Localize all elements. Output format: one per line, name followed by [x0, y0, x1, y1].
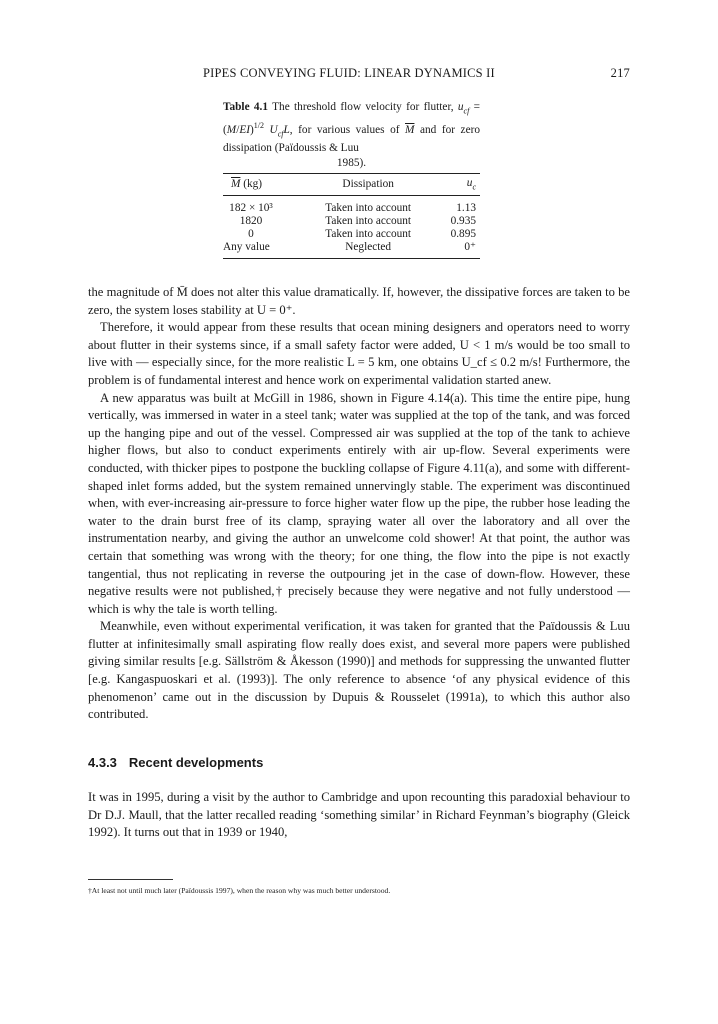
- cell-dissipation: Taken into account: [325, 202, 412, 215]
- footnote: †At least not until much later (Païdoussis 1997), when the reason why was much better understood.: [88, 886, 391, 895]
- body-text: [88, 284, 630, 724]
- cell-dissipation: Taken into account: [325, 228, 412, 241]
- cell-uc: 0.935: [450, 215, 476, 228]
- cell-m: 0: [248, 228, 254, 241]
- caption-text-1: The threshold flow velocity for flutter,: [272, 101, 458, 113]
- table-row: [223, 196, 480, 216]
- page-number: 217: [610, 66, 630, 80]
- cell-uc: 0.895: [450, 228, 476, 241]
- paragraph-3: A new apparatus was built at McGill in 1986, shown in Figure 4.14(a). This time the entire pipe, hung vertically, was immersed in water in a steel tank; water was supplied at the top of the tank, and was forced up the hanging pipe and out of the vessel. Compressed air was supplied at the top of the tank to achieve higher flows, but also to conduct experiments entirely with air up-flow. Several experiments were conducted, with thicker pipes to postpone the buckling collapse of Figure 4.11(a), and some with different-shaped inlet forms added, but the system remained unnervingly stable. The experiment was discontinued when, with ever-increasing air-pressure to force higher water flow up the pipe, the rubber hose leading the water to the drain burst free of its clamp, spraying water all over the laboratory and all over the instrumentation nearby, and giving the author an unwelcome cold shower! At that point, the author was certain that something was wrong with the theory; for one thing, the flow into the pipe is not exactly tangential, thus not replicating in reverse the outpouring jet in the case of down-flow. However, these negative results were not published,† precisely because they were negative and not fully understood — which is why the tale is worth telling.: [88, 390, 630, 616]
- paragraph-1: the magnitude of M̄ does not alter this value dramatically. If, however, the dissipative forces are taken to be zero, the system loses stability at U = 0⁺.: [88, 285, 630, 317]
- cell-dissipation: Taken into account: [325, 215, 412, 228]
- table-caption: Table 4.1 The threshold flow velocity for flutter, $u_{cf} = (M/EI)^{1/2}$ $U_{cf}L$, for various values of $\overline{M}$ and for zero dissipation (Païdoussis & Luu 1985).: [223, 101, 481, 170]
- section-title: Recent developments: [128, 755, 264, 770]
- cell-uc: 0⁺: [433, 241, 480, 259]
- footnote-rule: [88, 879, 173, 880]
- cell-m: 1820: [239, 215, 263, 228]
- paragraph-4: Meanwhile, even without experimental verification, it was taken for granted that the Païdoussis & Luu flutter at infinitesimally small aspirating flow really does exist, and several more papers were published giving similar results [e.g. Sällström & Åkesson (1990)] and methods for suppressing the unwanted flutter [e.g. Kangaspuoskari et al. (1993)]. The only reference to absence ‘of any physical evidence of this phenomenon’ came out in the discussion by Dupuis & Rousselet (1991a), to which this author also contributed.: [88, 619, 630, 722]
- caption-text-2: for various values of: [292, 124, 406, 137]
- table-row: [223, 215, 480, 228]
- col-header-uc: $u_c$: [433, 174, 480, 196]
- cell-uc: 1.13: [456, 202, 476, 215]
- running-title: PIPES CONVEYING FLUID: LINEAR DYNAMICS II: [203, 66, 495, 80]
- col-header-dissipation: Dissipation: [304, 174, 433, 196]
- table-row: [223, 228, 480, 241]
- paragraph-2: Therefore, it would appear from these results that ocean mining designers and operators need to worry about flutter in their systems since, if a small safety factor were added, U < 1 m/s would be too small to live with — especially since, for the more realistic L = 5 km, one obtains U_cf ≤ 0.2 m/s! Furthermore, the problem is of fundamental interest and hence work on experimental validation started anew.: [88, 320, 630, 387]
- cell-m: Any value: [223, 241, 304, 259]
- table-4-1: [223, 100, 481, 254]
- cell-m: 182 × 10³: [229, 202, 273, 215]
- col-header-m: $\overline{M}$ (kg): [223, 174, 304, 196]
- section-heading: [88, 755, 263, 770]
- table-row: [223, 241, 480, 259]
- body-text-2: [88, 789, 630, 842]
- data-table: [223, 173, 480, 259]
- paragraph-5: It was in 1995, during a visit by the author to Cambridge and upon recounting this paradoxial behaviour to Dr D.J. Maull, that the latter recalled reading ‘something similar’ in Richard Feynman’s biography (Gleick 1992). It turns out that in 1939 or 1940,: [88, 790, 630, 840]
- caption-text-3: and for zero dissipation (Païdoussis & Luu: [223, 124, 480, 155]
- caption-text-4: 1985).: [336, 157, 367, 170]
- table-caption-label: Table 4.1: [223, 101, 269, 113]
- running-head: [88, 66, 630, 84]
- cell-dissipation: Neglected: [304, 241, 433, 259]
- section-number: 4.3.3: [88, 755, 117, 770]
